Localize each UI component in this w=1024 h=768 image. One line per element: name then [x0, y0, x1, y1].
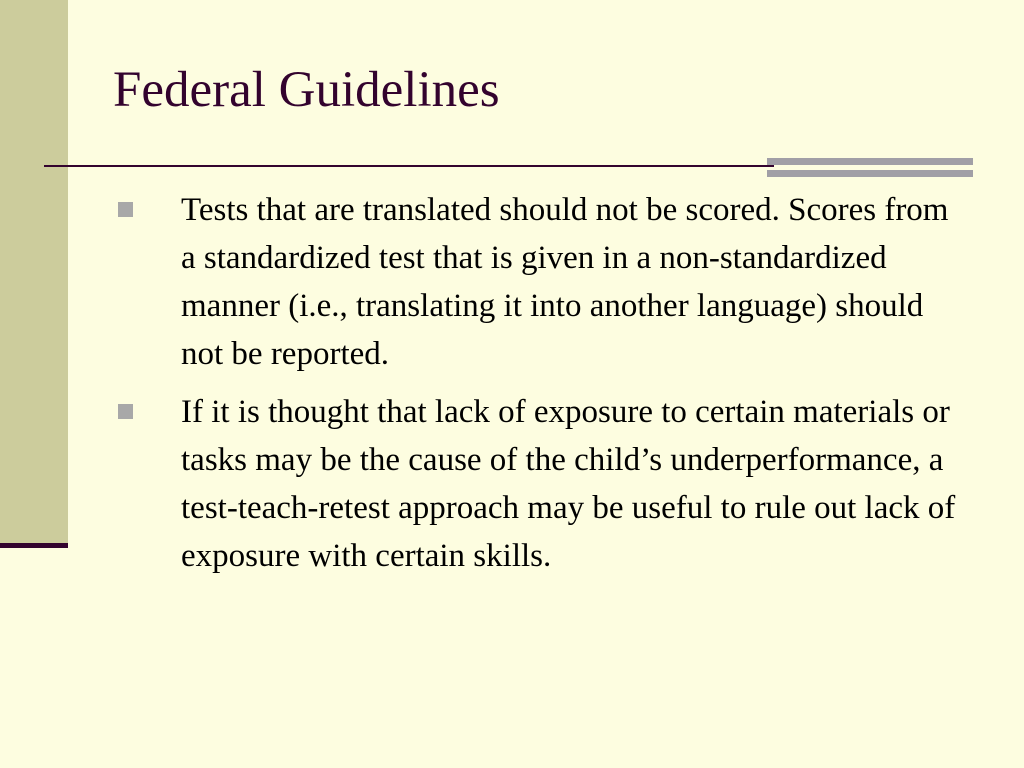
slide-title: Federal Guidelines — [113, 62, 500, 118]
square-bullet-icon — [118, 404, 133, 419]
left-decorative-strip — [0, 0, 68, 543]
bullet-item — [112, 186, 962, 378]
bullet-text: If it is thought that lack of exposure to certain materials or tasks may be the cause of the child’s underperformance, a test-teach-retest approach may be useful to rule out lack of exposure with certain skills. — [181, 394, 956, 574]
left-strip-underline — [0, 543, 68, 548]
square-bullet-icon — [118, 202, 133, 217]
bullet-list — [112, 186, 962, 590]
bullet-text: Tests that are translated should not be scored. Scores from a standardized test that is given in a non-standardized manner (i.e., translating it into another language) should not be reported. — [181, 192, 949, 372]
title-accent-bar-top — [767, 158, 973, 165]
title-divider-line — [44, 165, 774, 167]
bullet-item — [112, 388, 962, 580]
title-accent-bar-bottom — [767, 170, 973, 177]
